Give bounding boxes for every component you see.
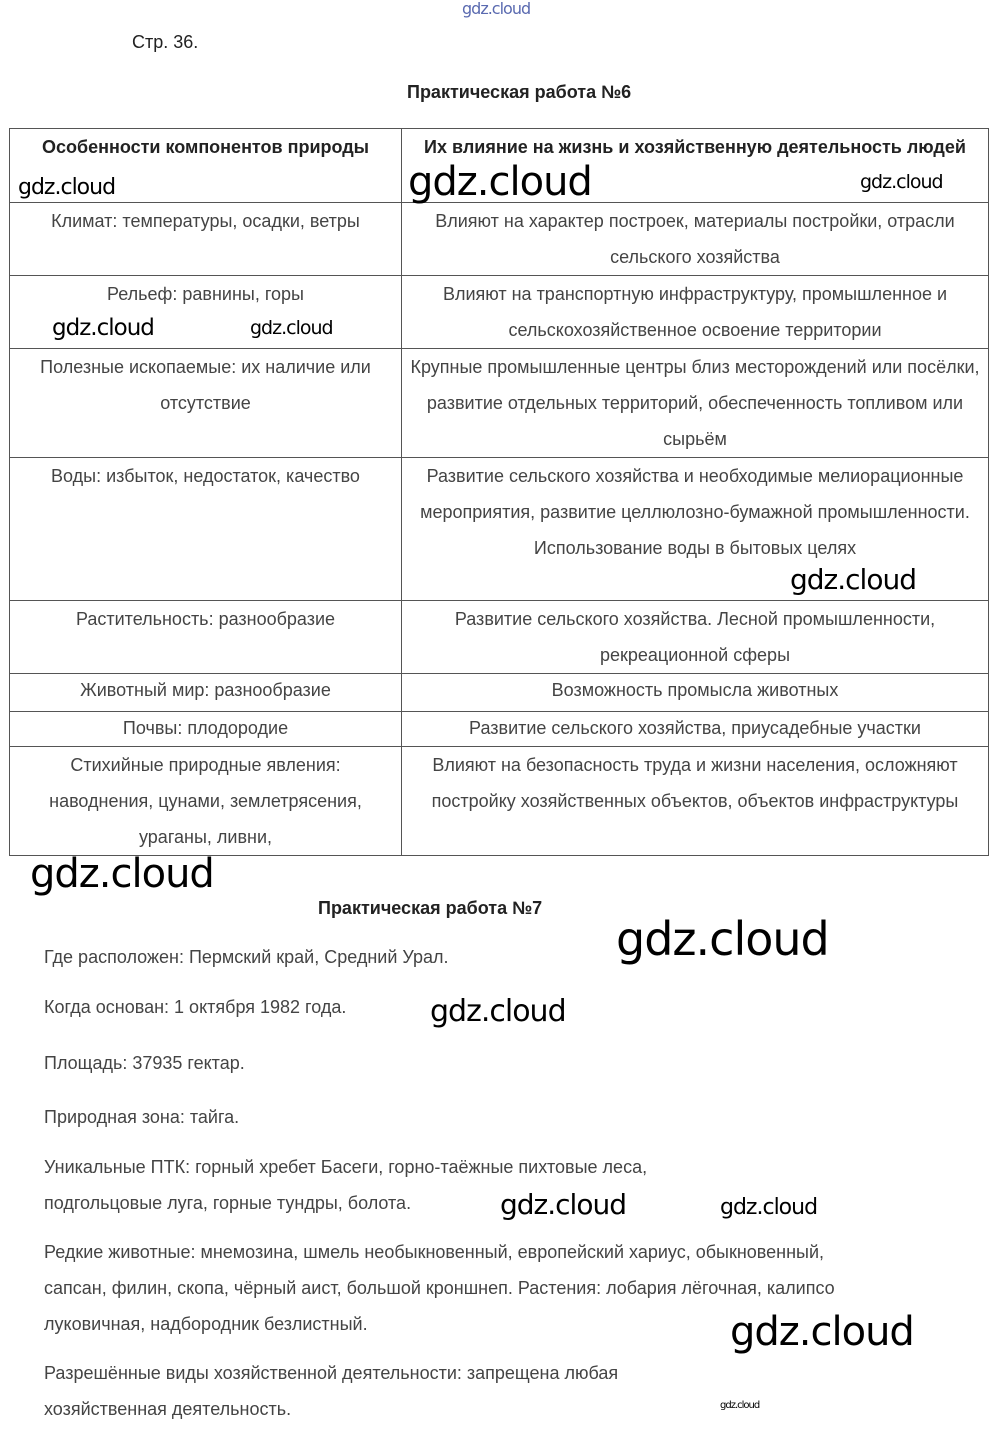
- watermark: gdz.cloud: [408, 159, 592, 205]
- watermark: gdz.cloud: [52, 315, 154, 341]
- watermark: gdz.cloud: [790, 563, 916, 596]
- area-paragraph: Площадь: 37935 гектар.: [44, 1053, 245, 1073]
- table-row: [10, 747, 989, 856]
- cell-component: Почвы: плодородие: [10, 712, 402, 747]
- allowed-activities-paragraph: Разрешённые виды хозяйственной деятельности: запрещена любая хозяйственная деятельность.: [44, 1363, 619, 1419]
- cell-component: Воды: избыток, недостаток, качество: [10, 458, 402, 601]
- table-row: [10, 349, 989, 458]
- zone-paragraph: Природная зона: тайга.: [44, 1107, 240, 1127]
- watermark: gdz.cloud: [720, 1400, 760, 1411]
- watermark: gdz.cloud: [720, 1195, 818, 1220]
- cell-influence: Влияют на характер построек, материалы постройки, отрасли сельского хозяйства: [402, 203, 989, 276]
- cell-component: Стихийные природные явления: наводнения, цунами, землетрясения, ураганы, ливни,: [10, 747, 402, 856]
- table-row: [10, 276, 989, 349]
- page-label: Стр. 36.: [132, 32, 199, 52]
- cell-influence: Влияют на транспортную инфраструктуру, промышленное и сельскохозяйственное освоение территории: [402, 276, 989, 349]
- work6-table: [9, 128, 989, 856]
- watermark: gdz.cloud: [430, 994, 566, 1029]
- table-row: [10, 203, 989, 276]
- cell-influence: Возможность промысла животных: [402, 674, 989, 712]
- cell-influence: Развитие сельского хозяйства. Лесной промышленности, рекреационной сферы: [402, 601, 989, 674]
- watermark: gdz.cloud: [30, 851, 214, 897]
- cell-influence: Развитие сельского хозяйства и необходимые мелиорационные мероприятия, развитие целлюлозно-бумажной промышленности. Использование воды в бытовых целях: [402, 458, 989, 601]
- watermark: gdz.cloud: [18, 175, 116, 200]
- cell-component: Животный мир: разнообразие: [10, 674, 402, 712]
- work7-title: Практическая работа №7: [318, 898, 543, 918]
- table-row: [10, 601, 989, 674]
- watermark: gdz.cloud: [616, 912, 829, 966]
- founded-paragraph: Когда основан: 1 октября 1982 года.: [44, 997, 347, 1017]
- cell-component: Полезные ископаемые: их наличие или отсутствие: [10, 349, 402, 458]
- cell-component: Рельеф: равнины, горы: [10, 276, 402, 349]
- cell-influence: Влияют на безопасность труда и жизни населения, осложняют постройку хозяйственных объектов, объектов инфраструктуры: [402, 747, 989, 856]
- watermark: gdz.cloud: [250, 317, 333, 339]
- ptk-paragraph: Уникальные ПТК: горный хребет Басеги, горно-таёжные пихтовые леса, подгольцовые луга, горные тундры, болота.: [44, 1157, 648, 1213]
- watermark: gdz.cloud: [500, 1188, 626, 1221]
- location-paragraph: Где расположен: Пермский край, Средний Урал.: [44, 947, 449, 967]
- table-row: [10, 712, 989, 747]
- cell-influence: Крупные промышленные центры близ месторождений или посёлки, развитие отдельных территорий, обеспеченность топливом или сырьём: [402, 349, 989, 458]
- header-components: Особенности компонентов природы: [10, 129, 402, 203]
- rare-species-paragraph: Редкие животные: мнемозина, шмель необыкновенный, европейский хариус, обыкновенный, сапсан, филин, скопа, чёрный аист, большой кроншнеп. Растения: лобария лёгочная, калипсо луковичная, надбородник безлистный.: [44, 1242, 835, 1334]
- header-influence: Их влияние на жизнь и хозяйственную деятельность людей: [402, 129, 989, 203]
- cell-component: Климат: температуры, осадки, ветры: [10, 203, 402, 276]
- cell-influence: Развитие сельского хозяйства, приусадебные участки: [402, 712, 989, 747]
- watermark: gdz.cloud: [462, 0, 531, 18]
- watermark: gdz.cloud: [730, 1309, 914, 1355]
- cell-component: Растительность: разнообразие: [10, 601, 402, 674]
- watermark: gdz.cloud: [860, 171, 943, 193]
- work6-title: Практическая работа №6: [407, 82, 632, 102]
- table-row: [10, 674, 989, 712]
